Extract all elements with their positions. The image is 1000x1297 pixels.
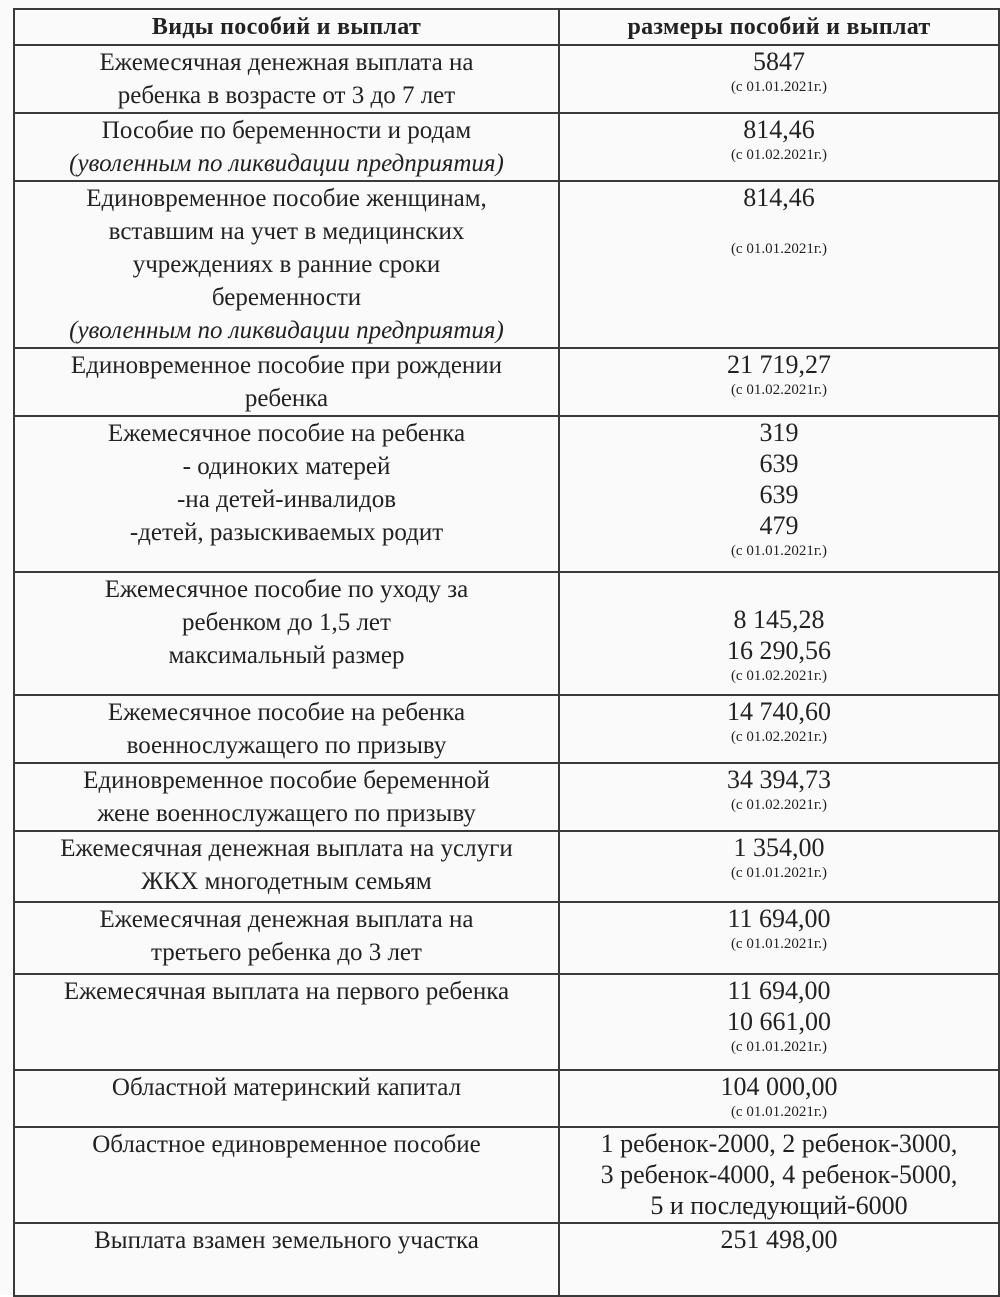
benefit-amount-value: 11 694,00 xyxy=(727,976,831,1005)
benefit-name-line: ребенка в возрасте от 3 до 7 лет xyxy=(117,82,456,109)
benefit-name-cell xyxy=(14,348,559,416)
benefit-amount-value: 34 394,73 xyxy=(727,765,831,794)
header-benefit-types: Виды пособий и выплат xyxy=(14,9,559,45)
benefit-amount-value: 21 719,27 xyxy=(727,350,831,379)
spacer xyxy=(566,213,992,239)
effective-date-note: (с 01.02.2021г.) xyxy=(730,147,828,163)
header-row xyxy=(14,9,999,45)
benefits-table xyxy=(13,8,1000,1297)
benefit-amount-value: 5847 xyxy=(753,47,805,76)
benefit-name-line: Ежемесячное пособие на ребенка xyxy=(107,699,466,726)
benefit-amount-value: 3 ребенок-4000, 4 ребенок-5000, xyxy=(600,1160,958,1189)
table-row xyxy=(14,695,999,763)
benefit-amount-value: 639 xyxy=(759,449,799,478)
benefit-amount-cell xyxy=(559,763,999,831)
benefit-name-line: военнослужащего по призыву xyxy=(126,732,447,759)
table-row xyxy=(14,181,999,348)
benefit-name-cell xyxy=(14,695,559,763)
table-row xyxy=(14,1070,999,1127)
benefit-amount-cell xyxy=(559,572,999,695)
benefit-amount-cell xyxy=(559,416,999,572)
table-row xyxy=(14,416,999,572)
benefit-amount-cell xyxy=(559,902,999,974)
header-benefit-amounts: размеры пособий и выплат xyxy=(559,9,999,45)
benefit-name-cell xyxy=(14,1223,559,1296)
benefit-name-line: Ежемесячная денежная выплата на услуги xyxy=(60,835,513,862)
benefit-amount-cell xyxy=(559,831,999,902)
effective-date-note: (с 01.01.2021г.) xyxy=(730,865,828,881)
benefit-amount-value: 251 498,00 xyxy=(720,1225,838,1254)
effective-date-note: (с 01.01.2021г.) xyxy=(730,936,828,952)
benefit-name-line: ребенком до 1,5 лет xyxy=(182,609,391,636)
benefit-amount-value: 1 354,00 xyxy=(733,833,825,862)
benefit-amount-value: 814,46 xyxy=(743,115,815,144)
effective-date-note: (с 01.02.2021г.) xyxy=(730,382,828,398)
benefit-name-cell xyxy=(14,974,559,1070)
benefit-name-cell xyxy=(14,1127,559,1223)
benefit-name-line: Ежемесячная выплата на первого ребенка xyxy=(63,978,510,1005)
table-row xyxy=(14,831,999,902)
benefit-amount-value: 11 694,00 xyxy=(727,904,831,933)
benefit-amount-cell xyxy=(559,1070,999,1127)
benefit-name-cell xyxy=(14,831,559,902)
benefit-amount-cell xyxy=(559,348,999,416)
benefit-condition-note: (уволенным по ликвидации предприятия) xyxy=(69,317,504,344)
benefit-name-cell xyxy=(14,45,559,113)
benefit-name-line: Единовременное пособие при рождении xyxy=(70,352,503,379)
benefit-name-line: - одиноких матерей xyxy=(182,453,391,480)
benefit-name-cell xyxy=(14,113,559,181)
benefit-amount-value: 8 145,28 xyxy=(733,605,825,634)
table-row xyxy=(14,113,999,181)
benefit-name-cell xyxy=(14,181,559,348)
benefit-amount-cell xyxy=(559,113,999,181)
benefit-name-line: Единовременное пособие женщинам, xyxy=(86,185,487,212)
benefit-name-cell xyxy=(14,763,559,831)
benefit-name-line: Областное единовременное пособие xyxy=(92,1131,481,1158)
benefit-amount-value: 5 и последующий-6000 xyxy=(650,1191,908,1220)
table-row xyxy=(14,974,999,1070)
benefit-name-line: третьего ребенка до 3 лет xyxy=(151,939,422,966)
benefit-name-line: Выплата взамен земельного участка xyxy=(94,1227,479,1254)
benefit-amount-cell xyxy=(559,181,999,348)
benefit-name-line: Ежемесячное пособие на ребенка xyxy=(107,420,466,447)
benefit-name-cell xyxy=(14,1070,559,1127)
effective-date-note: (с 01.01.2021г.) xyxy=(730,79,828,95)
benefit-amount-value: 10 661,00 xyxy=(727,1007,831,1036)
benefit-name-line: максимальный размер xyxy=(168,642,405,669)
table-row xyxy=(14,572,999,695)
benefit-amount-value: 14 740,60 xyxy=(727,697,831,726)
benefit-name-line: Ежемесячная денежная выплата на xyxy=(99,906,474,933)
table-body xyxy=(14,45,999,1296)
effective-date-note: (с 01.02.2021г.) xyxy=(730,668,828,684)
effective-date-note: (с 01.02.2021г.) xyxy=(730,729,828,745)
benefit-name-line: Ежемесячная денежная выплата на xyxy=(99,49,474,76)
effective-date-note: (с 01.01.2021г.) xyxy=(730,543,828,559)
benefit-amount-value: 479 xyxy=(759,511,799,540)
benefit-name-line: вставшим на учет в медицинских xyxy=(108,218,465,245)
benefit-name-line: Единовременное пособие беременной xyxy=(83,767,490,794)
benefit-amount-value: 814,46 xyxy=(743,183,815,212)
effective-date-note: (с 01.02.2021г.) xyxy=(730,797,828,813)
benefit-name-cell xyxy=(14,902,559,974)
table-row xyxy=(14,1223,999,1296)
benefit-name-cell xyxy=(14,572,559,695)
benefit-name-line: -на детей-инвалидов xyxy=(176,486,397,513)
benefit-name-cell xyxy=(14,416,559,572)
benefit-name-line: Областной материнский капитал xyxy=(111,1074,462,1101)
benefit-amount-value: 16 290,56 xyxy=(727,636,831,665)
benefit-name-line: Ежемесячное пособие по уходу за xyxy=(104,576,469,603)
benefit-amount-cell xyxy=(559,1223,999,1296)
benefit-name-line: беременности xyxy=(211,284,362,311)
benefit-amount-value: 319 xyxy=(759,418,799,447)
benefit-name-line: учреждениях в ранние сроки xyxy=(132,251,441,278)
benefit-amount-value: 1 ребенок-2000, 2 ребенок-3000, xyxy=(600,1129,958,1158)
benefit-amount-cell xyxy=(559,974,999,1070)
table-row xyxy=(14,45,999,113)
effective-date-note: (с 01.01.2021г.) xyxy=(730,1039,828,1055)
benefit-amount-cell xyxy=(559,1127,999,1223)
benefit-name-line: жене военнослужащего по призыву xyxy=(97,800,476,827)
table-row xyxy=(14,1127,999,1223)
effective-date-note: (с 01.01.2021г.) xyxy=(730,1104,828,1120)
benefit-name-line: -детей, разыскиваемых родит xyxy=(129,519,444,546)
benefit-amount-cell xyxy=(559,695,999,763)
benefit-amount-value: 639 xyxy=(759,480,799,509)
table-row xyxy=(14,763,999,831)
benefit-amount-value: 104 000,00 xyxy=(720,1072,838,1101)
benefit-name-line: Пособие по беременности и родам xyxy=(101,117,472,144)
spacer xyxy=(566,573,992,604)
benefit-amount-cell xyxy=(559,45,999,113)
benefit-condition-note: (уволенным по ликвидации предприятия) xyxy=(69,150,504,177)
table-row xyxy=(14,348,999,416)
benefit-name-line: ЖКХ многодетным семьям xyxy=(141,868,432,895)
effective-date-note: (с 01.01.2021г.) xyxy=(730,241,828,257)
table-row xyxy=(14,902,999,974)
benefit-name-line: ребенка xyxy=(244,385,329,412)
